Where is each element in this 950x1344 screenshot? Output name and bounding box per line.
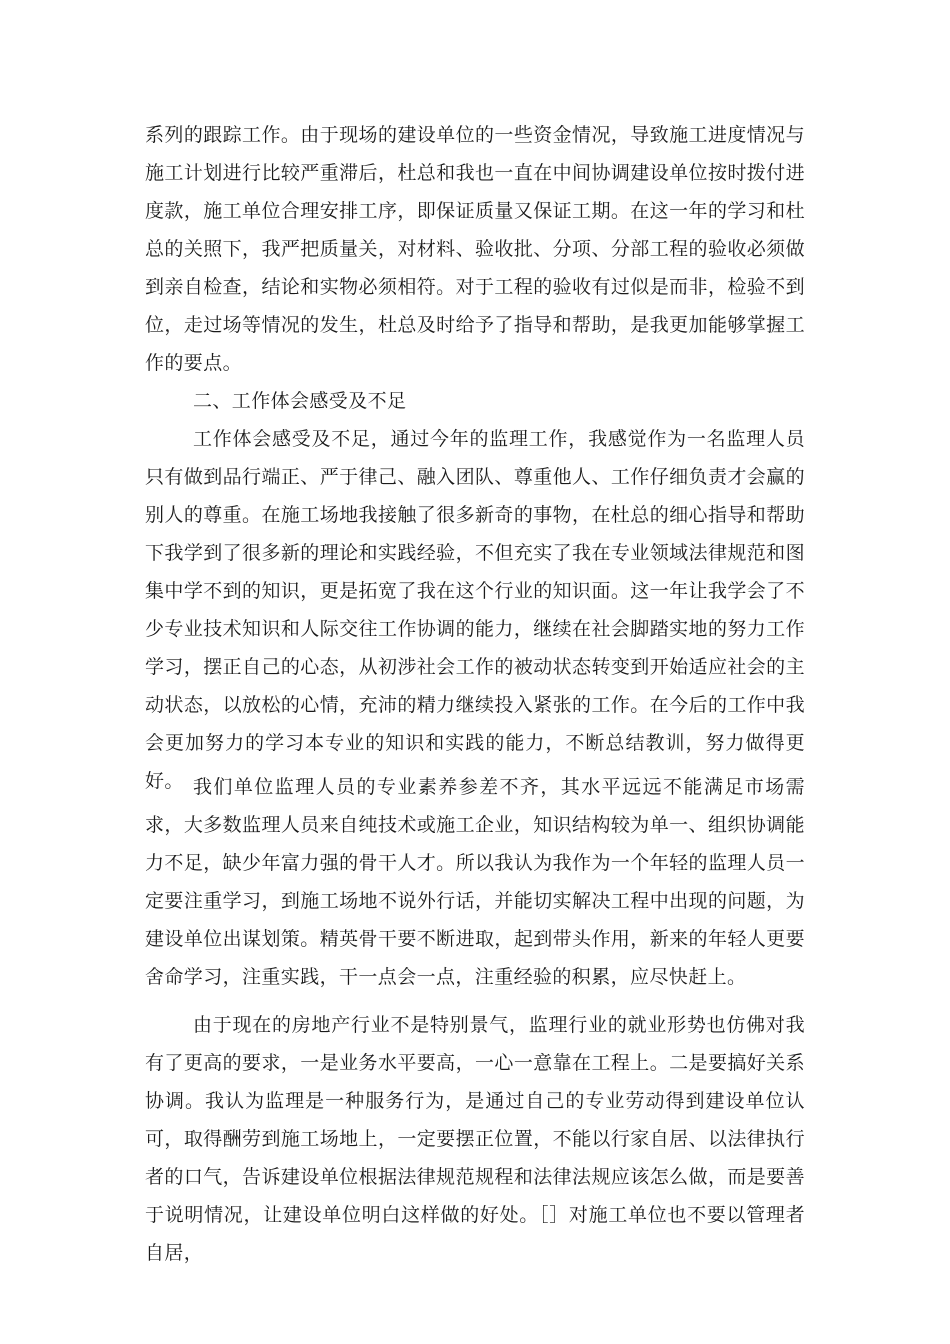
paragraph-continuation: 系列的跟踪工作。由于现场的建设单位的一些资金情况，导致施工进度情况与施工计划进行比较严重滞后，杜总和我也一直在中间协调建设单位按时拨付进度款，施工单位合理安排工序，即保证质量又保证工期。在这一年的学习和杜总的关照下，我严把质量关，对材料、验收批、分项、分部工程的验收必须做到亲自检查，结论和实物必须相符。对于工程的验收有过似是而非，检验不到位，走过场等情况的发生，杜总及时给予了指导和帮助，是我更加能够掌握工作的要点。 <box>145 124 805 374</box>
paragraph-experience: 工作体会感受及不足，通过今年的监理工作，我感觉作为一名监理人员只有做到品行端正、严于律己、融入团队、尊重他人、工作仔细负责才会赢的别人的尊重。在施工场地我接触了很多新奇的事物，在杜总的细心指导和帮助下我学到了很多新的理论和实践经验，不但充实了我在专业领域法律规范和图集中学不到的知识，更是拓宽了我在这个行业的知识面。这一年让我学会了不少专业技术知识和人际交往工作协调的能力，继续在社会脚踏实地的努力工作学习，摆正自己的心态，从初涉社会工作的被动状态转变到开始适应社会的主动状态，以放松的心情，充沛的精力继续投入紧张的工作。在今后的工作中我会更加努力的学习本专业的知识和实践的能力，不断总结教训，努力做得更好。 <box>145 428 805 792</box>
paragraph-staff-quality: 我们单位监理人员的专业素养参差不齐，其水平远远不能满足市场需求，大多数监理人员来自纯技术或施工企业，知识结构较为单一、组织协调能力不足，缺少年富力强的骨干人才。所以我认为我作为一个年轻的监理人员一定要注重学习，到施工场地不说外行话，并能切实解决工程中出现的问题，为建设单位出谋划策。精英骨干要不断进取，起到带头作用，新来的年轻人更要舍命学习，注重实践，干一点会一点，注重经验的积累，应尽快赶上。 <box>145 776 805 988</box>
section-heading: 二、工作体会感受及不足 <box>193 390 407 412</box>
document-body <box>145 116 805 1272</box>
paragraph-industry: 由于现在的房地产行业不是特别景气，监理行业的就业形势也仿佛对我有了更高的要求，一是业务水平要高，一心一意靠在工程上。二是要搞好关系协调。我认为监理是一种服务行为，是通过自己的专业劳动得到建设单位认可，取得酬劳到施工场地上，一定要摆正位置，不能以行家自居、以法律执行者的口气，告诉建设单位根据法律规范规程和法律法规应该怎么做，而是要善于说明情况，让建设单位明白这样做的好处。［］对施工单位也不要以管理者自居， <box>145 1014 805 1264</box>
